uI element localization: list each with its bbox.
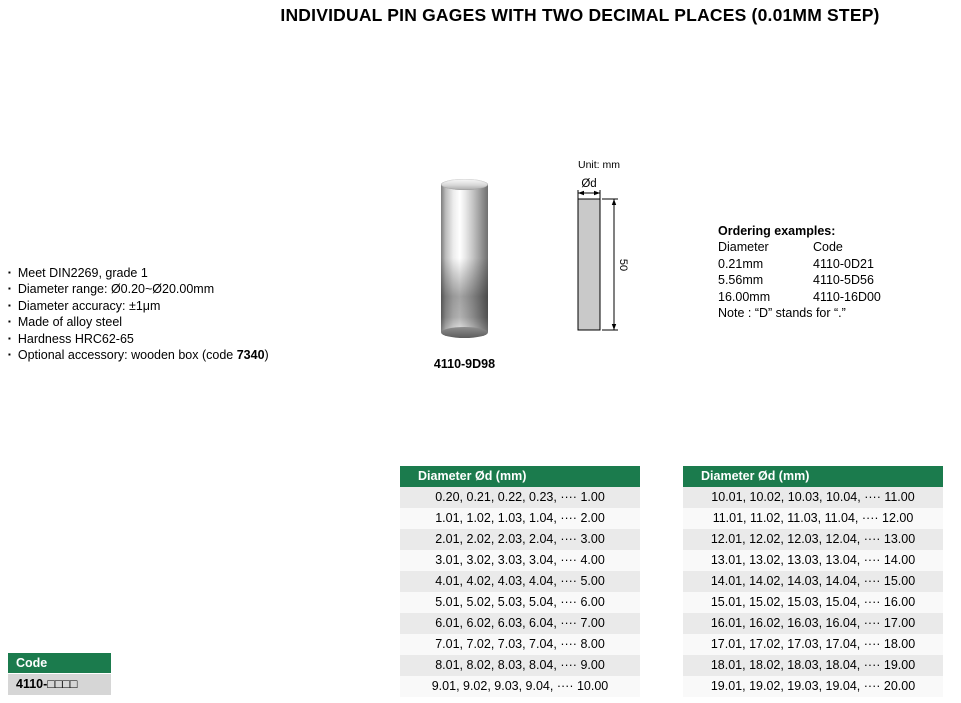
table-row: 3.01, 3.02, 3.03, 3.04, ···· 4.00 [400, 550, 640, 571]
technical-drawing [556, 153, 666, 351]
table-row: 7.01, 7.02, 7.03, 7.04, ···· 8.00 [400, 634, 640, 655]
ordering-col-diameter: Diameter [718, 240, 769, 255]
table-row: 2.01, 2.02, 2.03, 2.04, ···· 3.00 [400, 529, 640, 550]
pin-top-cap [441, 179, 488, 190]
feature-text: Meet DIN2269, grade 1 [17, 266, 148, 280]
feature-item [8, 347, 269, 363]
feature-item [8, 298, 269, 314]
table-row: 8.01, 8.02, 8.03, 8.04, ···· 9.00 [400, 655, 640, 676]
table-row: 4.01, 4.02, 4.03, 4.04, ···· 5.00 [400, 571, 640, 592]
table-row: 9.01, 9.02, 9.03, 9.04, ···· 10.00 [400, 676, 640, 697]
code-box-header: Code [8, 653, 111, 673]
table-row: 5.01, 5.02, 5.03, 5.04, ···· 6.00 [400, 592, 640, 613]
bullet-icon: ▪ [8, 333, 11, 343]
bullet-icon: ▪ [8, 268, 11, 277]
table-row: 11.01, 11.02, 11.03, 11.04, ···· 12.00 [683, 508, 943, 529]
table-header: Diameter Ød (mm) [400, 466, 640, 487]
bullet-icon: ▪ [8, 284, 11, 294]
diameter-table-right [683, 466, 943, 697]
diameter-dim-label: Ød [581, 178, 597, 190]
table-row: 12.01, 12.02, 12.03, 12.04, ···· 13.00 [683, 529, 943, 550]
table-row: 0.20, 0.21, 0.22, 0.23, ···· 1.00 [400, 487, 640, 508]
bullet-icon: ▪ [8, 350, 11, 360]
table-row: 15.01, 15.02, 15.03, 15.04, ···· 16.00 [683, 592, 943, 613]
feature-text: Diameter accuracy: ±1μm [17, 298, 161, 313]
table-row: 16.01, 16.02, 16.03, 16.04, ···· 17.00 [683, 613, 943, 634]
pin-body [441, 184, 488, 332]
feature-text: Hardness HRC62-65 [17, 331, 134, 346]
bullet-icon: ▪ [8, 317, 11, 327]
ordering-title: Ordering examples: [718, 224, 836, 238]
table-row: 1.01, 1.02, 1.03, 1.04, ···· 2.00 [400, 508, 640, 529]
feature-item [8, 281, 269, 297]
bullet-icon: ▪ [8, 300, 11, 310]
ordering-code-value: 4110-0D21 [813, 256, 874, 271]
feature-text: Optional accessory: wooden box (code 7340) [17, 348, 269, 363]
ordering-diameter-value: 0.21mm [718, 256, 764, 271]
ordering-diameter-value: 5.56mm [718, 273, 764, 288]
pin-gage-image [441, 179, 488, 339]
table-row: 6.01, 6.02, 6.03, 6.04, ···· 7.00 [400, 613, 640, 634]
ordering-code-value: 4110-5D56 [813, 273, 874, 288]
ordering-rows [718, 256, 953, 305]
ordering-examples [718, 223, 953, 321]
ordering-header-row [718, 239, 953, 255]
code-box-value: 4110-□□□□ [8, 674, 111, 695]
table-row: 19.01, 19.02, 19.03, 19.04, ···· 20.00 [683, 676, 943, 697]
table-body [400, 487, 640, 697]
feature-text: Made of alloy steel [17, 315, 123, 330]
feature-item [8, 265, 269, 281]
feature-list [8, 265, 269, 363]
table-row: 18.01, 18.02, 18.03, 18.04, ···· 19.00 [683, 655, 943, 676]
ordering-example-row [718, 256, 953, 272]
diameter-table-left [400, 466, 640, 697]
pin-outline-rect [578, 199, 600, 330]
feature-item [8, 331, 269, 347]
ordering-example-row [718, 289, 953, 305]
feature-item [8, 314, 269, 330]
ordering-example-row [718, 272, 953, 288]
ordering-col-code: Code [813, 240, 843, 255]
ordering-note: Note : “D” stands for “.” [718, 306, 846, 321]
table-row: 14.01, 14.02, 14.03, 14.04, ···· 15.00 [683, 571, 943, 592]
page-title: INDIVIDUAL PIN GAGES WITH TWO DECIMAL PLACES (0.01MM STEP) [280, 5, 880, 25]
ordering-code-value: 4110-16D00 [813, 289, 881, 304]
length-dim-label: 50 [617, 258, 629, 272]
table-row: 10.01, 10.02, 10.03, 10.04, ···· 11.00 [683, 487, 943, 508]
diameter-dimension-lines [578, 190, 600, 199]
model-number-label: 4110-9D98 [433, 357, 496, 371]
table-row: 13.01, 13.02, 13.03, 13.04, ···· 14.00 [683, 550, 943, 571]
ordering-diameter-value: 16.00mm [718, 289, 771, 304]
feature-text: Diameter range: Ø0.20~Ø20.00mm [17, 282, 215, 297]
table-row: 17.01, 17.02, 17.03, 17.04, ···· 18.00 [683, 634, 943, 655]
table-body [683, 487, 943, 697]
table-header: Diameter Ød (mm) [683, 466, 943, 487]
unit-label: Unit: mm [578, 159, 620, 171]
length-dimension-lines [602, 199, 618, 330]
pin-bottom-cap [441, 327, 488, 338]
